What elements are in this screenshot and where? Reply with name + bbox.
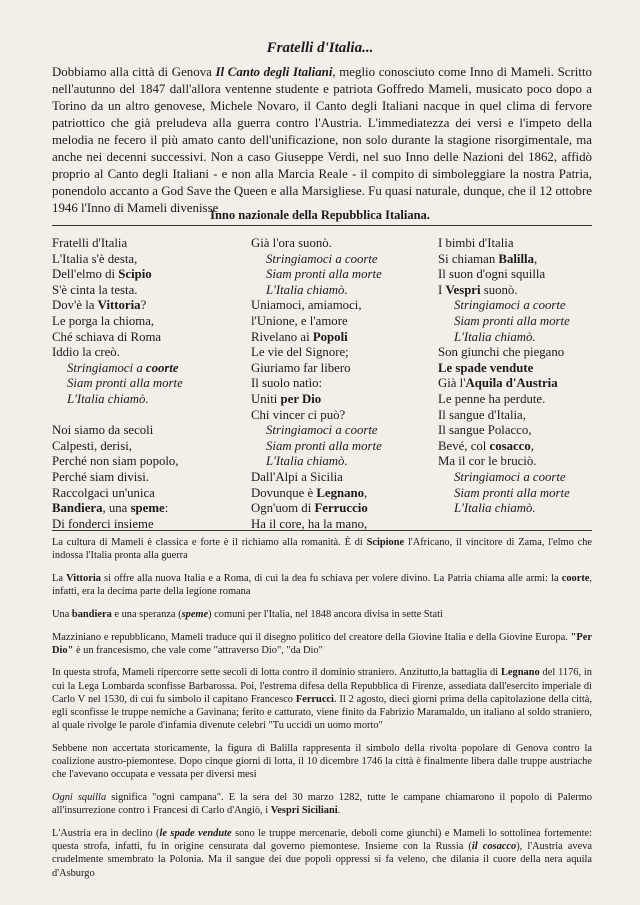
verse-line: Giuriamo far libero xyxy=(251,360,351,375)
page-title: Fratelli d'Italia... xyxy=(266,40,374,56)
verse-line: Iddio la creò. xyxy=(52,345,120,360)
note-text: . xyxy=(337,805,341,817)
verse-keyword: speme xyxy=(130,501,165,516)
note-vittoria xyxy=(52,572,592,598)
divider-top xyxy=(52,225,592,226)
note-keyword: bandiera xyxy=(71,608,112,620)
verse-line: Ché schiava di Roma xyxy=(52,329,162,344)
anthem-column-2 xyxy=(251,236,436,532)
note-keyword: Scipione xyxy=(366,537,405,548)
intro-paragraph xyxy=(52,64,592,217)
verse-line: Le penne ha perdute. xyxy=(438,391,546,406)
note-text: del 1176, in cui la Lega Lombarda sconfisse Barbarossa. Poi, l'estrema difesa della Repubblica di Firenze, assediata dall'esercito imperiale di Carlo V nel 1530, di cui fu simbolo il capitano Francesco xyxy=(52,667,593,705)
note-keyword: coorte xyxy=(561,572,590,584)
note-balilla: Sebbene non accertata storicamente, la figura di Balilla rappresenta il simbolo della rivolta popolare di Genova contro la coalizione austro-piemontese. Dopo cinque giorni di lotta, il 10 dicembre 1746 la città è finalmente libera dalle truppe austriache che l'avevano occupata e vessata per diversi mesi xyxy=(52,742,592,781)
verse-line xyxy=(438,361,608,377)
refrain-line: L'Italia chiamò. xyxy=(67,391,149,406)
refrain-line: Siam pronti alla morte xyxy=(266,267,382,282)
verse-text: : xyxy=(164,501,169,516)
verse-line xyxy=(438,439,608,455)
verse-text: Dovunque è xyxy=(251,485,317,500)
verse-text: suonò. xyxy=(480,282,518,297)
note-keyword: Ogni squilla xyxy=(52,792,107,804)
verse-line: Fratelli d'Italia xyxy=(52,236,128,250)
intro-text-1: Dobbiamo alla città di Genova xyxy=(52,65,216,79)
verse-text: Ogn'uom di xyxy=(251,501,315,516)
refrain-line: L'Italia chiamò. xyxy=(266,454,348,469)
note-keyword: il cosacco xyxy=(471,841,517,853)
note-text: La xyxy=(52,572,67,584)
refrain-line: Siam pronti alla morte xyxy=(67,376,183,391)
note-text: Una xyxy=(52,608,72,620)
intro-book-title: Il Canto degli Italiani xyxy=(215,65,333,79)
note-keyword: Ferrucci xyxy=(295,693,334,705)
note-bandiera xyxy=(52,608,592,621)
verse-line: S'è cinta la testa. xyxy=(52,282,138,297)
divider-bottom xyxy=(52,530,592,531)
note-per-dio xyxy=(52,631,592,657)
verse-line: Calpesti, derisi, xyxy=(52,438,132,453)
refrain-line: Stringiamoci a coorte xyxy=(266,423,378,438)
verse-text: Uniti xyxy=(251,391,281,406)
verse-text: Dov'è la xyxy=(52,298,98,313)
note-keyword: Vittoria xyxy=(66,572,101,584)
verse-line xyxy=(251,392,436,408)
verse-line: Chi vincer ci può? xyxy=(251,407,346,422)
verse-keyword: Aquila d'Austria xyxy=(465,376,558,391)
verse-line xyxy=(251,501,436,517)
note-text: , infatti, era la decima parte della legione romana xyxy=(52,572,592,598)
verse-line: I bimbi d'Italia xyxy=(438,236,514,250)
refrain-line: Siam pronti alla morte xyxy=(266,438,382,453)
verse-line: L'Italia s'è desta, xyxy=(52,251,138,266)
verse-line: Le porga la chioma, xyxy=(52,313,155,328)
note-scipione xyxy=(52,536,592,562)
verse-keyword: Bandiera xyxy=(52,501,103,516)
verse-line: l'Unione, e l'amore xyxy=(251,313,348,328)
verse-line: Raccolgaci un'unica xyxy=(52,485,155,500)
verse-line xyxy=(251,486,436,502)
refrain-line: Siam pronti alla morte xyxy=(454,313,570,328)
verse-text: I xyxy=(438,282,446,297)
note-legnano xyxy=(52,666,592,732)
intro-text-2: , meglio conosciuto come Inno di Mameli. Scritto nell'autunno del 1847 dall'allora ventenne studente e patriota Goffredo Mameli, musicato poco dopo a Torino da un altro genovese, Michele Novaro, il Canto degli Italiani nacque in quel clima di fervore patriottico che già preludeva alla guerra contro l'Austria. L'immediatezza dei versi e l'impeto della melodia ne fecero il più amato canto dell'unificazione, non solo durante la stagione risorgimentale, ma anche nei decenni successivi. Non a caso Giuseppe Verdi, nel suo Inno delle Nazioni del 1862, affidò proprio al Canto degli Italiani - e non alla Marcia Reale - il compito di simboleggiare la nostra Patria, ponendolo accanto a God Save the Queen e alla Marsigliese. Fu quasi naturale, dunque, che il 12 ottobre 1946 l'Inno di Mameli divenisse xyxy=(52,65,592,215)
note-keyword: "Per Dio" xyxy=(52,631,592,656)
verse-line xyxy=(438,252,608,268)
note-austria xyxy=(52,827,592,880)
verse-keyword: Vittoria xyxy=(97,298,141,313)
explanatory-notes xyxy=(52,536,592,889)
note-text: sono le truppe mercenarie, deboli come giunchi) e Mameli lo sottolinea fortemente: questa strofa, infatti, fu in origine censurata dal governo piemontese. Insieme con la Russia ( xyxy=(52,827,592,853)
verse-text: Si chiaman xyxy=(438,251,499,266)
refrain-line: Stringiamoci a coorte xyxy=(454,469,566,484)
verse-line: Perché non siam popolo, xyxy=(52,454,179,469)
refrain-line: L'Italia chiamò. xyxy=(454,329,536,344)
refrain-line xyxy=(52,361,252,377)
verse-text: , xyxy=(364,485,368,500)
verse-line xyxy=(52,501,252,517)
verse-keyword: coorte xyxy=(145,360,179,375)
verse-line: Di fonderci insieme xyxy=(52,516,154,531)
note-text: è un francesismo, che vale come "attraverso Dio", "da Dio" xyxy=(73,644,323,656)
verse-line xyxy=(52,298,252,314)
anthem-column-3 xyxy=(438,236,608,517)
verse-text: Stringiamoci a xyxy=(67,360,146,375)
note-text: L'Austria era in declino ( xyxy=(52,827,160,839)
refrain-line: Siam pronti alla morte xyxy=(454,485,570,500)
verse-line xyxy=(438,376,608,392)
note-keyword: le spade vendute xyxy=(159,827,232,839)
note-text: La cultura di Mameli è classica e forte è il richiamo alla romanità. È di xyxy=(52,537,367,548)
verse-text: , xyxy=(533,251,538,266)
refrain-line: Stringiamoci a coorte xyxy=(454,298,566,313)
anthem-subtitle: Inno nazionale della Repubblica Italiana. xyxy=(210,208,430,222)
note-text: significa "ogni campana". E la sera del 30 marzo 1282, tutte le campane chiamarono il popolo di Palermo all'insurrezione contro i Francesi di Carlo d'Angiò, i xyxy=(52,792,592,817)
note-text: In questa strofa, Mameli ripercorre sette secoli di lotta contro il dominio straniero. Anzitutto,la battaglia di xyxy=(52,667,501,679)
verse-line xyxy=(438,283,608,299)
anthem-column-1 xyxy=(52,236,252,532)
refrain-line: L'Italia chiamò. xyxy=(454,501,536,516)
verse-line: Già l'ora suonò. xyxy=(251,236,332,250)
verse-text: Bevé, col xyxy=(438,438,490,453)
refrain-line: Stringiamoci a coorte xyxy=(266,251,378,266)
note-vespri xyxy=(52,791,592,817)
verse-line: Le vie del Signore; xyxy=(251,345,349,360)
note-keyword: speme xyxy=(181,608,209,620)
verse-text: , una xyxy=(102,501,131,516)
verse-keyword: Balilla xyxy=(498,251,534,266)
verse-keyword: Vespri xyxy=(445,282,481,297)
note-text: e una speranza ( xyxy=(111,608,182,620)
verse-keyword: Legnano xyxy=(316,485,365,500)
verse-line: Ha il core, ha la mano, xyxy=(251,516,368,531)
verse-keyword: cosacco xyxy=(489,438,531,453)
note-text: . Il 2 agosto, dieci giorni prima della capitolazione della città, egli sconfisse le truppe nemiche a Gavinana; ferito e catturato, viene finito da Fabrizio Maramaldo, un italiano al soldo straniero, al quale rivolge le parole d'infamia divenute celebri "Tu uccidi un uomo morto" xyxy=(52,693,592,732)
verse-keyword: Le spade vendute xyxy=(438,360,534,375)
verse-line xyxy=(251,330,436,346)
verse-keyword: per Dio xyxy=(280,391,322,406)
stanza-gap xyxy=(52,408,252,424)
note-text: ), l'Austria aveva crudelmente smembrato la Polonia. Ma il sangue dei due popoli oppressi si fa veleno, che dilania il cuore della nera aquila d'Asburgo xyxy=(52,841,592,879)
verse-line: Il suolo natìo: xyxy=(251,376,323,391)
verse-line: Ma il cor le bruciò. xyxy=(438,454,537,469)
note-text: si offre alla nuova Italia e a Roma, di cui la dea fu schiava per volere divino. La Patria chiama alle armi: la xyxy=(100,572,562,584)
note-text: l'Africano, il vincitore di Zama, l'elmo che indossa l'Italia pronta alla guerra xyxy=(52,537,592,562)
verse-line: Il sangue d'Italia, xyxy=(438,407,526,422)
verse-text: Già l' xyxy=(438,376,466,391)
verse-line: Uniamoci, amiamoci, xyxy=(251,298,362,313)
verse-line: Dall'Alpi a Sicilia xyxy=(251,469,343,484)
verse-line: Noi siamo da secoli xyxy=(52,423,154,438)
verse-line: Son giunchi che piegano xyxy=(438,345,565,360)
note-keyword: Legnano xyxy=(500,667,540,679)
refrain-line: L'Italia chiamò. xyxy=(266,282,348,297)
verse-line: Perché siam divisi. xyxy=(52,469,150,484)
verse-text: , xyxy=(530,438,534,453)
verse-line: Il sangue Polacco, xyxy=(438,423,532,438)
verse-keyword: Ferruccio xyxy=(314,501,368,516)
note-text: ) comuni per l'Italia, nel 1848 ancora divisa in sette Stati xyxy=(208,608,443,620)
verse-keyword: Scipio xyxy=(118,267,152,282)
verse-text: Rivelano ai xyxy=(251,329,313,344)
verse-line: Il suon d'ogni squilla xyxy=(438,267,546,282)
note-keyword: Vespri Siciliani xyxy=(270,805,338,817)
note-text: Mazziniano e repubblicano, Mameli traduce qui il disegno politico del creatore della Giovine Italia e della Giovine Europa. xyxy=(52,631,571,643)
verse-keyword: Popoli xyxy=(312,329,348,344)
verse-text: ? xyxy=(140,298,147,313)
verse-line xyxy=(52,267,252,283)
verse-text: Dell'elmo di xyxy=(52,267,119,282)
